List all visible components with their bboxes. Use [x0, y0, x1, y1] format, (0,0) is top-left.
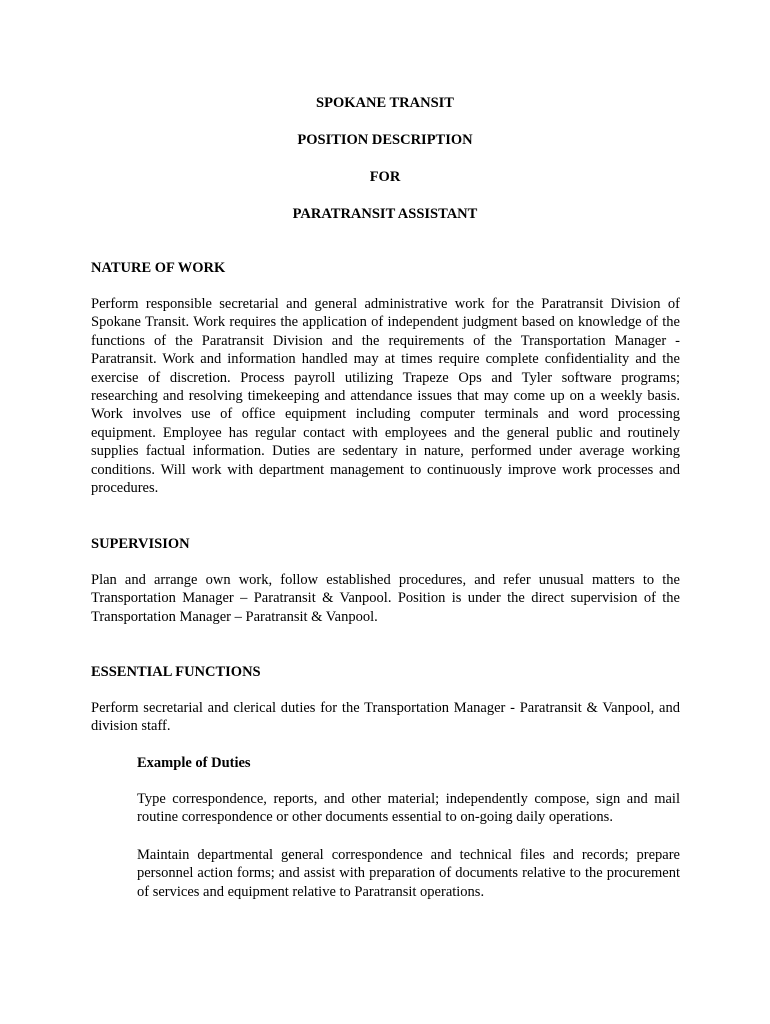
supervision-heading: SUPERVISION	[91, 536, 190, 552]
doc-title-organization: SPOKANE TRANSIT	[316, 95, 454, 111]
doc-title-for: FOR	[369, 169, 401, 185]
example-of-duties-heading: Example of Duties	[137, 755, 251, 771]
nature-of-work-heading: NATURE OF WORK	[91, 260, 226, 276]
duty-item-correspondence: Type correspondence, reports, and other material; independently compose, sign and mail routine correspondence or other documents essential to on-going daily operations.	[137, 791, 680, 826]
essential-functions-heading: ESSENTIAL FUNCTIONS	[91, 664, 261, 680]
supervision-paragraph: Plan and arrange own work, follow established procedures, and refer unusual matters to the Transportation Manager – Paratransit & Vanpool. Position is under the direct supervision of the Transportation Manager – Paratransit & Vanpool.	[91, 572, 680, 625]
nature-of-work-paragraph: Perform responsible secretarial and general administrative work for the Paratransit Division of Spokane Transit. Work requires the application of independent judgment based on knowledge of the functions of the Paratransit Division and the requirements of the Transportation Manager - Paratransit. Work and information handled may at times require complete confidentiality and the exercise of discretion. Process payroll utilizing Trapeze Ops and Tyler software programs; researching and resolving timekeeping and attendance issues that may come up on a weekly basis. Work involves use of office equipment including computer terminals and word processing equipment. Employee has regular contact with employees and the general public and routinely supplies factual information. Duties are sedentary in nature, performed under average working conditions. Will work with department management to continuously improve work processes and procedures.	[91, 296, 680, 497]
essential-functions-paragraph: Perform secretarial and clerical duties for the Transportation Manager - Paratransit & Vanpool, and division staff.	[91, 700, 680, 735]
doc-title-position-description: POSITION DESCRIPTION	[297, 132, 473, 148]
duty-item-files-records: Maintain departmental general correspondence and technical files and records; prepare personnel action forms; and assist with preparation of documents relative to the procurement of services and equipment relative to Paratransit operations.	[137, 847, 680, 900]
doc-title-job-name: PARATRANSIT ASSISTANT	[292, 206, 478, 222]
